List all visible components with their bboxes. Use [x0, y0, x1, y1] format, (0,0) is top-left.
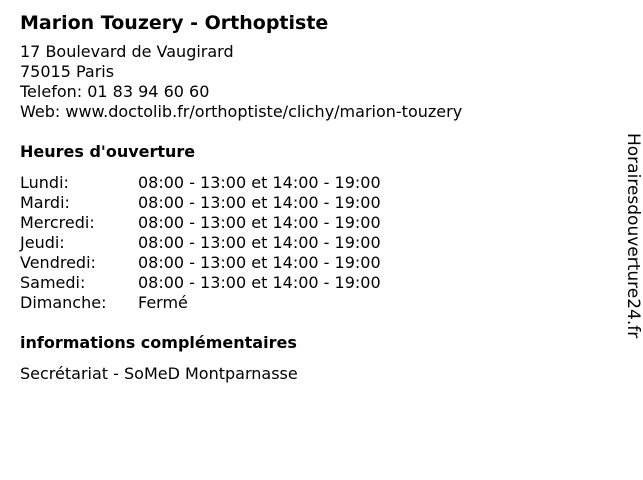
time-value: 08:00 - 13:00 et 14:00 - 19:00	[138, 273, 381, 292]
contact-block	[20, 42, 600, 122]
time-value: 08:00 - 13:00 et 14:00 - 19:00	[138, 173, 381, 192]
hours-row-sunday	[20, 293, 600, 313]
additional-info-heading: informations complémentaires	[20, 333, 297, 352]
opening-hours-heading: Heures d'ouverture	[20, 142, 196, 161]
hours-row-friday	[20, 253, 600, 273]
address-street: 17 Boulevard de Vaugirard	[20, 42, 234, 61]
hours-row-wednesday	[20, 213, 600, 233]
time-value: 08:00 - 13:00 et 14:00 - 19:00	[138, 213, 381, 232]
hours-row-tuesday	[20, 193, 600, 213]
time-value: 08:00 - 13:00 et 14:00 - 19:00	[138, 253, 381, 272]
phone-line: Telefon: 01 83 94 60 60	[20, 82, 210, 101]
hours-row-thursday	[20, 233, 600, 253]
day-label: Mardi:	[20, 193, 70, 212]
address-city: 75015 Paris	[20, 62, 115, 81]
business-card	[20, 10, 600, 384]
time-value: 08:00 - 13:00 et 14:00 - 19:00	[138, 233, 381, 252]
additional-info-text: Secrétariat - SoMeD Montparnasse	[20, 364, 298, 383]
day-label: Samedi:	[20, 273, 86, 292]
day-label: Mercredi:	[20, 213, 95, 232]
day-label: Dimanche:	[20, 293, 107, 312]
opening-hours-table	[20, 173, 600, 313]
day-label: Vendredi:	[20, 253, 96, 272]
site-watermark: Horairesdouverture24.fr	[623, 133, 643, 339]
day-label: Jeudi:	[20, 233, 65, 252]
hours-row-monday	[20, 173, 600, 193]
business-name: Marion Touzery - Orthoptiste	[20, 12, 329, 34]
time-value: Fermé	[138, 293, 188, 312]
web-line: Web: www.doctolib.fr/orthoptiste/clichy/marion-touzery	[20, 102, 463, 121]
time-value: 08:00 - 13:00 et 14:00 - 19:00	[138, 193, 381, 212]
day-label: Lundi:	[20, 173, 69, 192]
hours-row-saturday	[20, 273, 600, 293]
